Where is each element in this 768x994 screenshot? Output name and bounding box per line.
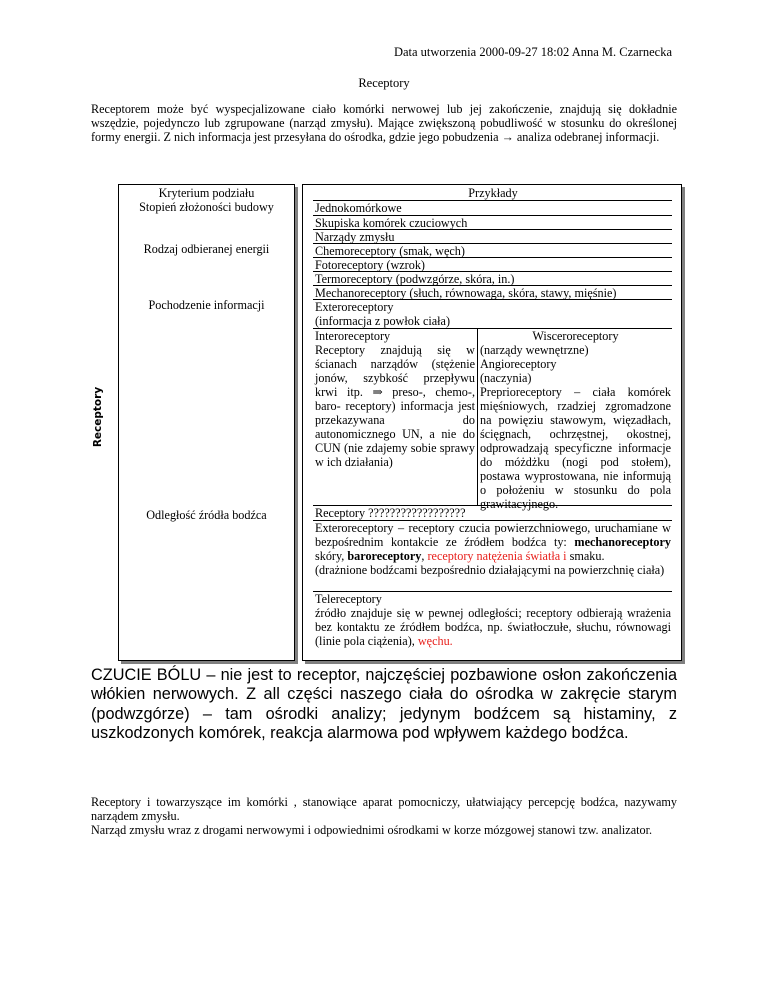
example-proprio-desc: Preprioreceptory – ciała komórek mięśniowych, rzadziej zgromadzone na powięziu stawowym, więzadłach, ścięgnach, ochrzęstnej, okostnej, odprowadzają specyficzne informacje do móżdżku (nogi pod stołem), postawa wyprostowana, nie informują o położeniu w stosunku do pola grawitacyjnego. xyxy=(480,385,671,511)
side-label: Receptory xyxy=(92,386,104,448)
document-title: Receptory xyxy=(358,76,410,90)
criterion-structure: Stopień złożoności budowy xyxy=(139,200,274,214)
criteria-column xyxy=(118,184,295,661)
intro-paragraph: Receptorem może być wyspecjalizowane ciało komórki nerwowej lub jej zakończenie, znajdują się dokładnie wszędzie, pojedynczo lub zgrupowane (narząd zmysłu). Mające zwiększoną pobudliwość w stosunku do określonej formy energii. Z nich informacja jest przesyłana do ośrodka, gdzie jego pobudzenia → analiza odebranej informacji. xyxy=(91,102,677,144)
examples-heading: Przykłady xyxy=(468,186,518,200)
example-extero-contact: Exteroreceptory – receptory czucia powierzchniowego, uruchamiane w bezpośrednim kontakcie ze źródłem bodźca ty: mechanoreceptory skóry, baroreceptory, receptory natężenia światła i smaku. xyxy=(315,521,671,563)
criterion-origin: Pochodzenie informacji xyxy=(148,298,265,312)
criteria-heading: Kryterium podziału xyxy=(158,186,255,200)
example-photo: Fotoreceptory (wzrok) xyxy=(315,258,425,272)
example-mechano: Mechanoreceptory (słuch, równowaga, skóra, stawy, mięśnie) xyxy=(315,286,617,300)
pain-paragraph: CZUCIE BÓLU – nie jest to receptor, najczęściej pozbawione osłon zakończenia włókien nerwowych. Z all części naszego ciała do ośrodka w zakręcie starym (podwzgórze) – tam ośrodki analizy; jedynym bodźcem są histaminy, z uszkodzonych komórek, reakcja alarmowa pod wpływem każdego bodźca. xyxy=(91,666,677,743)
footer-notes xyxy=(91,795,677,837)
criterion-distance: Odległość źródła bodźca xyxy=(146,508,267,522)
example-organs: Narządy zmysłu xyxy=(315,230,395,244)
example-viscero-title: Wisceroreceptory xyxy=(532,329,619,343)
example-viscero-desc: (narządy wewnętrzne) xyxy=(480,343,589,357)
document-header: Data utworzenia 2000-09-27 18:02 Anna M. Czarnecka xyxy=(393,45,672,59)
example-angio-desc: (naczynia) xyxy=(480,371,532,385)
example-clusters: Skupiska komórek czuciowych xyxy=(315,216,468,230)
example-thermo: Termoreceptory (podwzgórze, skóra, in.) xyxy=(315,272,515,286)
example-intero-desc: Receptory znajdują się w ścianach narządów (stężenie jonów, szybkość przepływu krwi itp. ⇒ preso-, chemo-, baro- receptory) informacja jest przekazywana do autonomicznego UN, a nie do CUN (nie zdajemy sobie sprawy w ich działania) xyxy=(315,343,475,469)
example-chemo: Chemoreceptory (smak, węch) xyxy=(315,244,465,258)
example-tele-title: Telereceptory xyxy=(315,592,382,606)
footer-paragraph-2: Narząd zmysłu wraz z drogami nerwowymi i odpowiednimi ośrodkami w korze mózgowej stanowi tzw. analizator. xyxy=(91,823,653,837)
example-intero-title: Interoreceptory xyxy=(315,329,391,343)
example-unicellular: Jednokomórkowe xyxy=(315,201,402,215)
example-irritated-desc: (drażnione bodźcami bezpośrednio działającymi na powierzchnię ciała) xyxy=(315,563,665,577)
criterion-energy: Rodzaj odbieranej energii xyxy=(143,242,270,256)
example-question: Receptory ?????????????????? xyxy=(315,506,466,520)
column-divider xyxy=(477,328,478,505)
example-angio-title: Angioreceptory xyxy=(480,357,557,371)
example-tele-desc: źródło znajduje się w pewnej odległości; receptory odbierają wrażenia bez kontaktu ze źródłem bodźca, np. światłoczułe, słuchu, równowagi (linie pola ciążenia), węchu. xyxy=(315,606,671,648)
example-extero-desc: (informacja z powłok ciała) xyxy=(315,314,451,328)
examples-column xyxy=(302,184,682,661)
example-extero-title: Exteroreceptory xyxy=(315,300,394,314)
footer-paragraph-1: Receptory i towarzyszące im komórki , stanowiące aparat pomocniczy, ułatwiający percepcję bodźca, nazywamy narządem zmysłu. xyxy=(91,795,677,823)
